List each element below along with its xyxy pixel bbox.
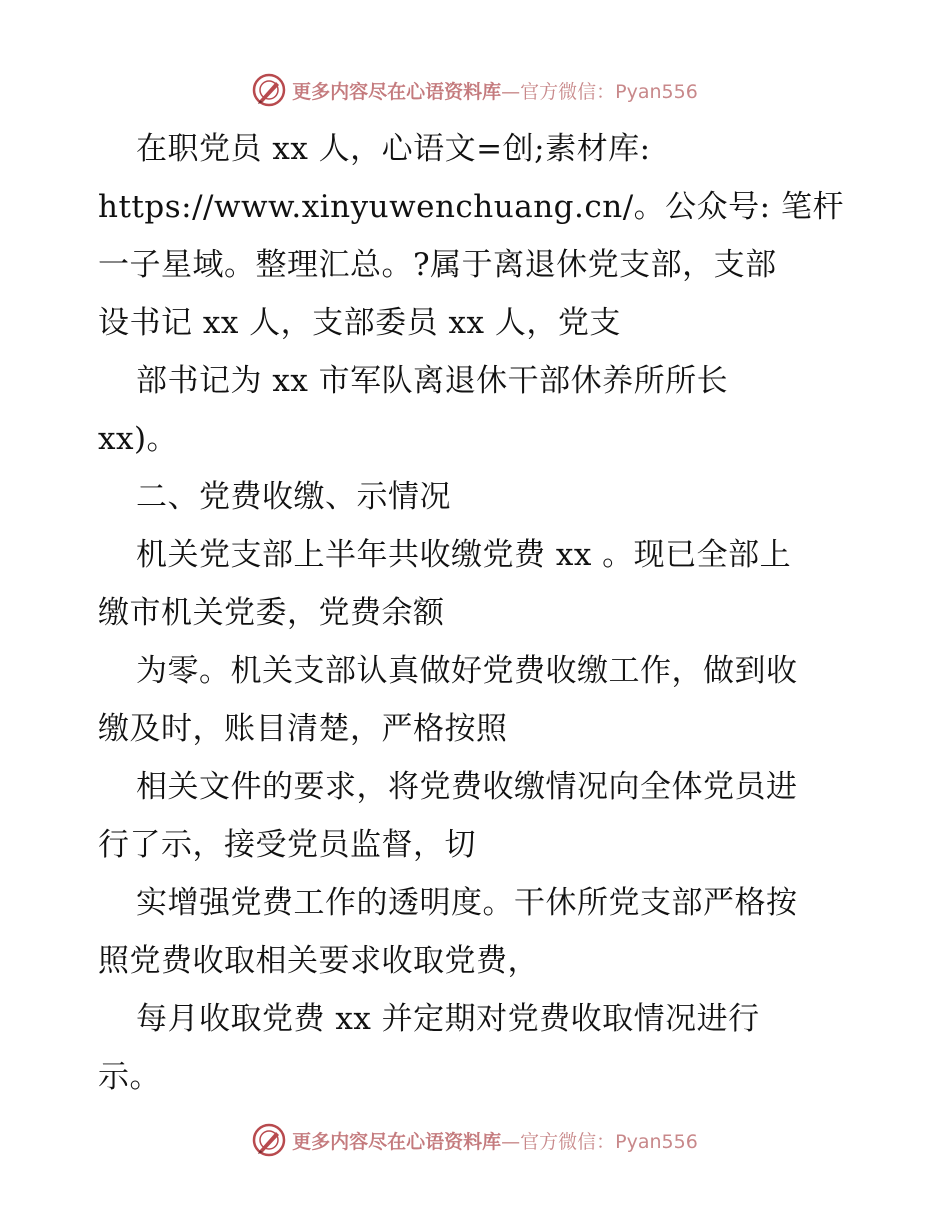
text-line: 在职党员 xx 人，心语文=创;素材库: xyxy=(136,131,651,167)
text-line: 一子星域。整理汇总。?属于离退休党支部，支部 xyxy=(98,247,777,283)
text-line: 机关党支部上半年共收缴党费 xx 。现已全部上 xyxy=(136,537,792,573)
pen-logo-icon xyxy=(252,1123,286,1157)
text-line: 示。 xyxy=(98,1059,161,1095)
footer-watermark xyxy=(0,1120,950,1160)
text-line: 行了示，接受党员监督，切 xyxy=(98,827,476,863)
pen-logo-icon xyxy=(252,73,286,107)
brand-banner xyxy=(252,73,698,107)
brand-sub-text: —官方微信：Pyan556 xyxy=(501,80,698,103)
text-line: 缴市机关党委，党费余额 xyxy=(98,595,445,631)
text-line: 相关文件的要求，将党费收缴情况向全体党员进 xyxy=(136,769,798,805)
text-line: 缴及时，账目清楚，严格按照 xyxy=(98,711,508,747)
brand-main-text: 更多内容尽在心语资料库 xyxy=(292,1130,502,1153)
brand-text xyxy=(292,77,698,104)
text-line: 为零。机关支部认真做好党费收缴工作，做到收 xyxy=(136,653,798,689)
text-line: 实增强党费工作的透明度。干休所党支部严格按 xyxy=(136,885,798,921)
brand-sub-text: —官方微信：Pyan556 xyxy=(501,1130,698,1153)
text-line: 照党费收取相关要求收取党费， xyxy=(98,943,539,979)
text-line: https://www.xinyuwenchuang.cn/。公众号: 笔杆 xyxy=(98,189,844,225)
body-text xyxy=(98,120,858,1106)
brand-main-text: 更多内容尽在心语资料库 xyxy=(292,80,502,103)
brand-banner xyxy=(252,1123,698,1157)
section-heading: 二、党费收缴、示情况 xyxy=(136,479,451,515)
brand-text xyxy=(292,1127,698,1154)
header-watermark xyxy=(0,70,950,110)
text-line: 设书记 xx 人，支部委员 xx 人，党支 xyxy=(98,305,621,341)
text-line: xx)。 xyxy=(98,421,179,457)
text-line: 部书记为 xx 市军队离退休干部休养所所长 xyxy=(136,363,729,399)
text-line: 每月收取党费 xx 并定期对党费收取情况进行 xyxy=(136,1001,760,1037)
